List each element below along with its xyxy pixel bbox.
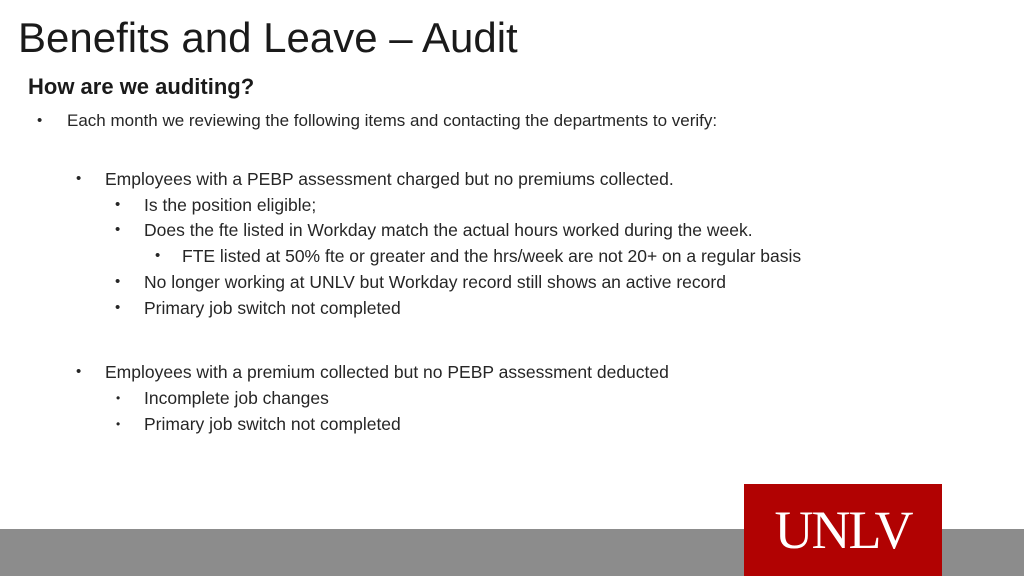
group-1-item-1: Is the position eligible; <box>144 195 317 215</box>
group-1-item-2: Does the fte listed in Workday match the actual hours worked during the week. <box>144 220 753 240</box>
slide-subtitle: How are we auditing? <box>28 74 255 99</box>
unlv-logo-text: UNLV <box>774 500 912 560</box>
bullet-icon: • <box>37 112 43 129</box>
bullet-icon: • <box>76 170 82 187</box>
group-2-item-2: Primary job switch not completed <box>144 414 401 434</box>
bullet-icon: • <box>116 391 121 405</box>
bullet-icon: • <box>116 417 121 431</box>
group-1-item-4: Primary job switch not completed <box>144 298 401 318</box>
group-2-item-1: Incomplete job changes <box>144 388 329 408</box>
bullet-icon: • <box>115 196 121 213</box>
bullet-icon: • <box>155 247 161 264</box>
slide-title: Benefits and Leave – Audit <box>18 14 518 61</box>
group-1-item-3: No longer working at UNLV but Workday record still shows an active record <box>144 272 726 292</box>
group-2-heading: Employees with a premium collected but no PEBP assessment deducted <box>105 362 669 382</box>
bullet-icon: • <box>115 221 121 238</box>
bullet-icon: • <box>115 273 121 290</box>
bullet-icon: • <box>76 363 82 380</box>
intro-text: Each month we reviewing the following items and contacting the departments to verify: <box>67 111 718 130</box>
group-1-heading: Employees with a PEBP assessment charged but no premiums collected. <box>105 169 674 189</box>
bullet-icon: • <box>115 299 121 316</box>
group-1-item-2-sub: FTE listed at 50% fte or greater and the hrs/week are not 20+ on a regular basis <box>182 246 802 266</box>
unlv-logo <box>744 484 942 576</box>
